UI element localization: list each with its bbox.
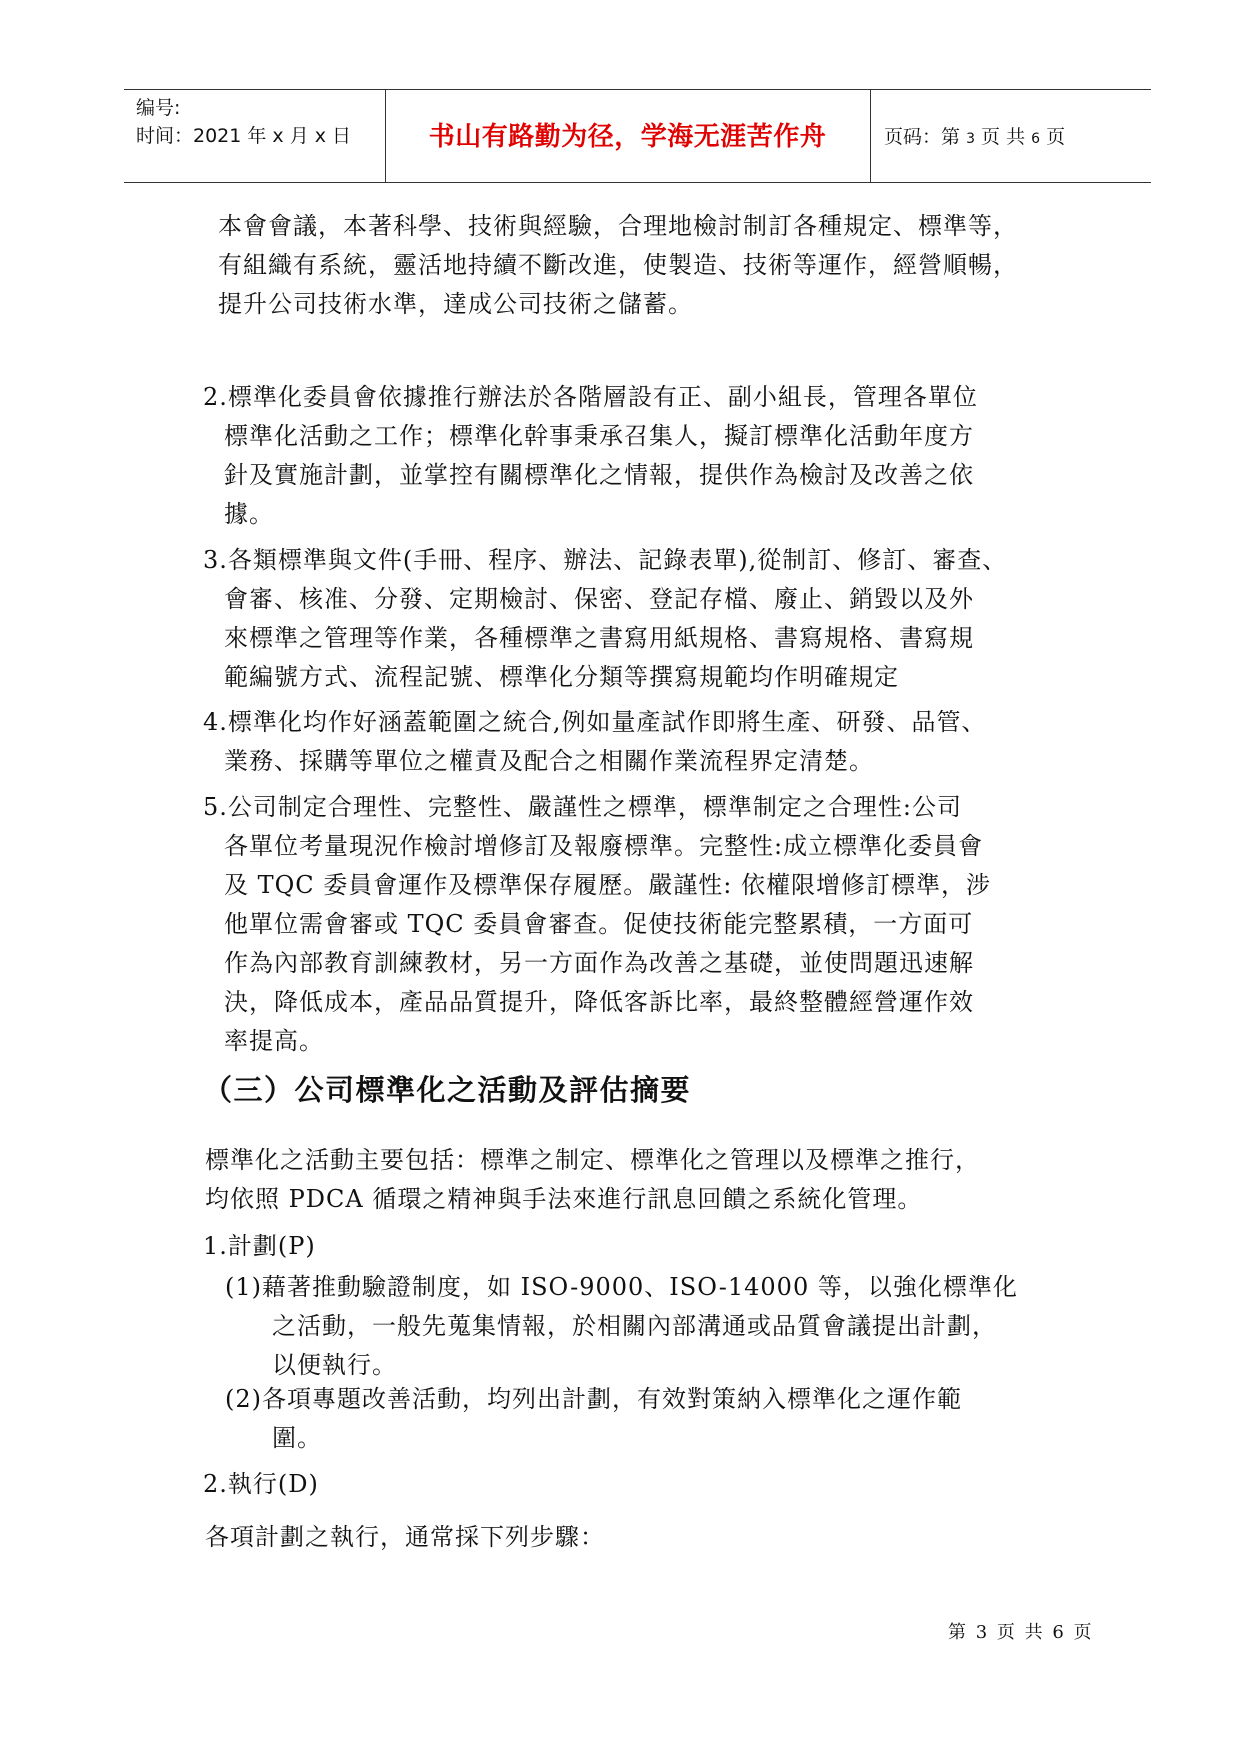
list-item: 3.各類標準與文件(手冊、程序、辦法、記錄表單),從制訂、修訂、審查、 會審、核准、分發、定期檢討、保密、登記存檔、廢止、銷毀以及外 來標準之管理等作業，各種標準之書寫用紙規格、書寫規格、書寫規 範編號方式、流程記號、標準化分類等撰寫規範均作明確規定 (203, 546, 1008, 691)
header-meta (136, 94, 376, 150)
header-page-indicator: 页码：第 3 页 共 6 页 (884, 126, 1066, 148)
execute-intro: 各項計劃之執行，通常採下列步驟： (205, 1523, 605, 1551)
page-footer: 第 3 页 共 6 页 (948, 1622, 1094, 1643)
time-label: 时间：2021 年 x 月 x 日 (136, 125, 352, 147)
intro-paragraph: 本會會議，本著科學、技術與經驗，合理地檢討制訂各種規定、標準等， 有組織有系統，靈活地持續不斷改進，使製造、技術等運作，經營順暢， 提升公司技術水準，達成公司技術之儲蓄。 (218, 212, 1018, 318)
header-divider (870, 90, 871, 182)
execute-title: 2.執行(D) (203, 1470, 319, 1498)
plan-subitem: (1)藉著推動驗證制度，如 ISO-9000、ISO-14000 等，以強化標準化 之活動，一般先蒐集情報，於相關內部溝通或品質會議提出計劃， 以便執行。 (225, 1273, 1018, 1379)
section-heading: （三）公司標準化之活動及評估摘要 (203, 1073, 692, 1107)
plan-subitem: (2)各項專題改善活動，均列出計劃，有效對策納入標準化之運作範 圍。 (225, 1385, 962, 1452)
list-item: 5.公司制定合理性、完整性、嚴謹性之標準，標準制定之合理性:公司 各單位考量現況作檢討增修訂及報廢標準。完整性:成立標準化委員會 及 TQC 委員會運作及標準保存履歷。嚴謹性: 依權限增修訂標準，涉 他單位需會審或 TQC 委員會審查。促使技術能完整累積，一方面可 作為內部教育訓練教材，另一方面作為改善之基礎，並使問題迅速解 決，降低成本，產品品質提升，降低客訴比率，最終整體經營運作效 率提高。 (203, 793, 992, 1055)
list-item: 2.標準化委員會依據推行辦法於各階層設有正、副小組長，管理各單位 標準化活動之工作；標準化幹事秉承召集人，擬訂標準化活動年度方 針及實施計劃，並掌控有關標準化之情報，提供作為檢討及改善之依 據。 (203, 383, 978, 528)
number-label: 编号: (136, 97, 181, 119)
header-motto: 书山有路勤为径，学海无涯苦作舟 (428, 122, 827, 152)
plan-title: 1.計劃(P) (203, 1232, 316, 1260)
list-item: 4.標準化均作好涵蓋範圍之統合,例如量產試作即將生產、研發、品管、 業務、採購等單位之權責及配合之相關作業流程界定清楚。 (203, 708, 987, 775)
section-intro: 標準化之活動主要包括：標準之制定、標準化之管理以及標準之推行， 均依照 PDCA 循環之精神與手法來進行訊息回饋之系統化管理。 (205, 1146, 980, 1213)
page-header (124, 89, 1151, 183)
